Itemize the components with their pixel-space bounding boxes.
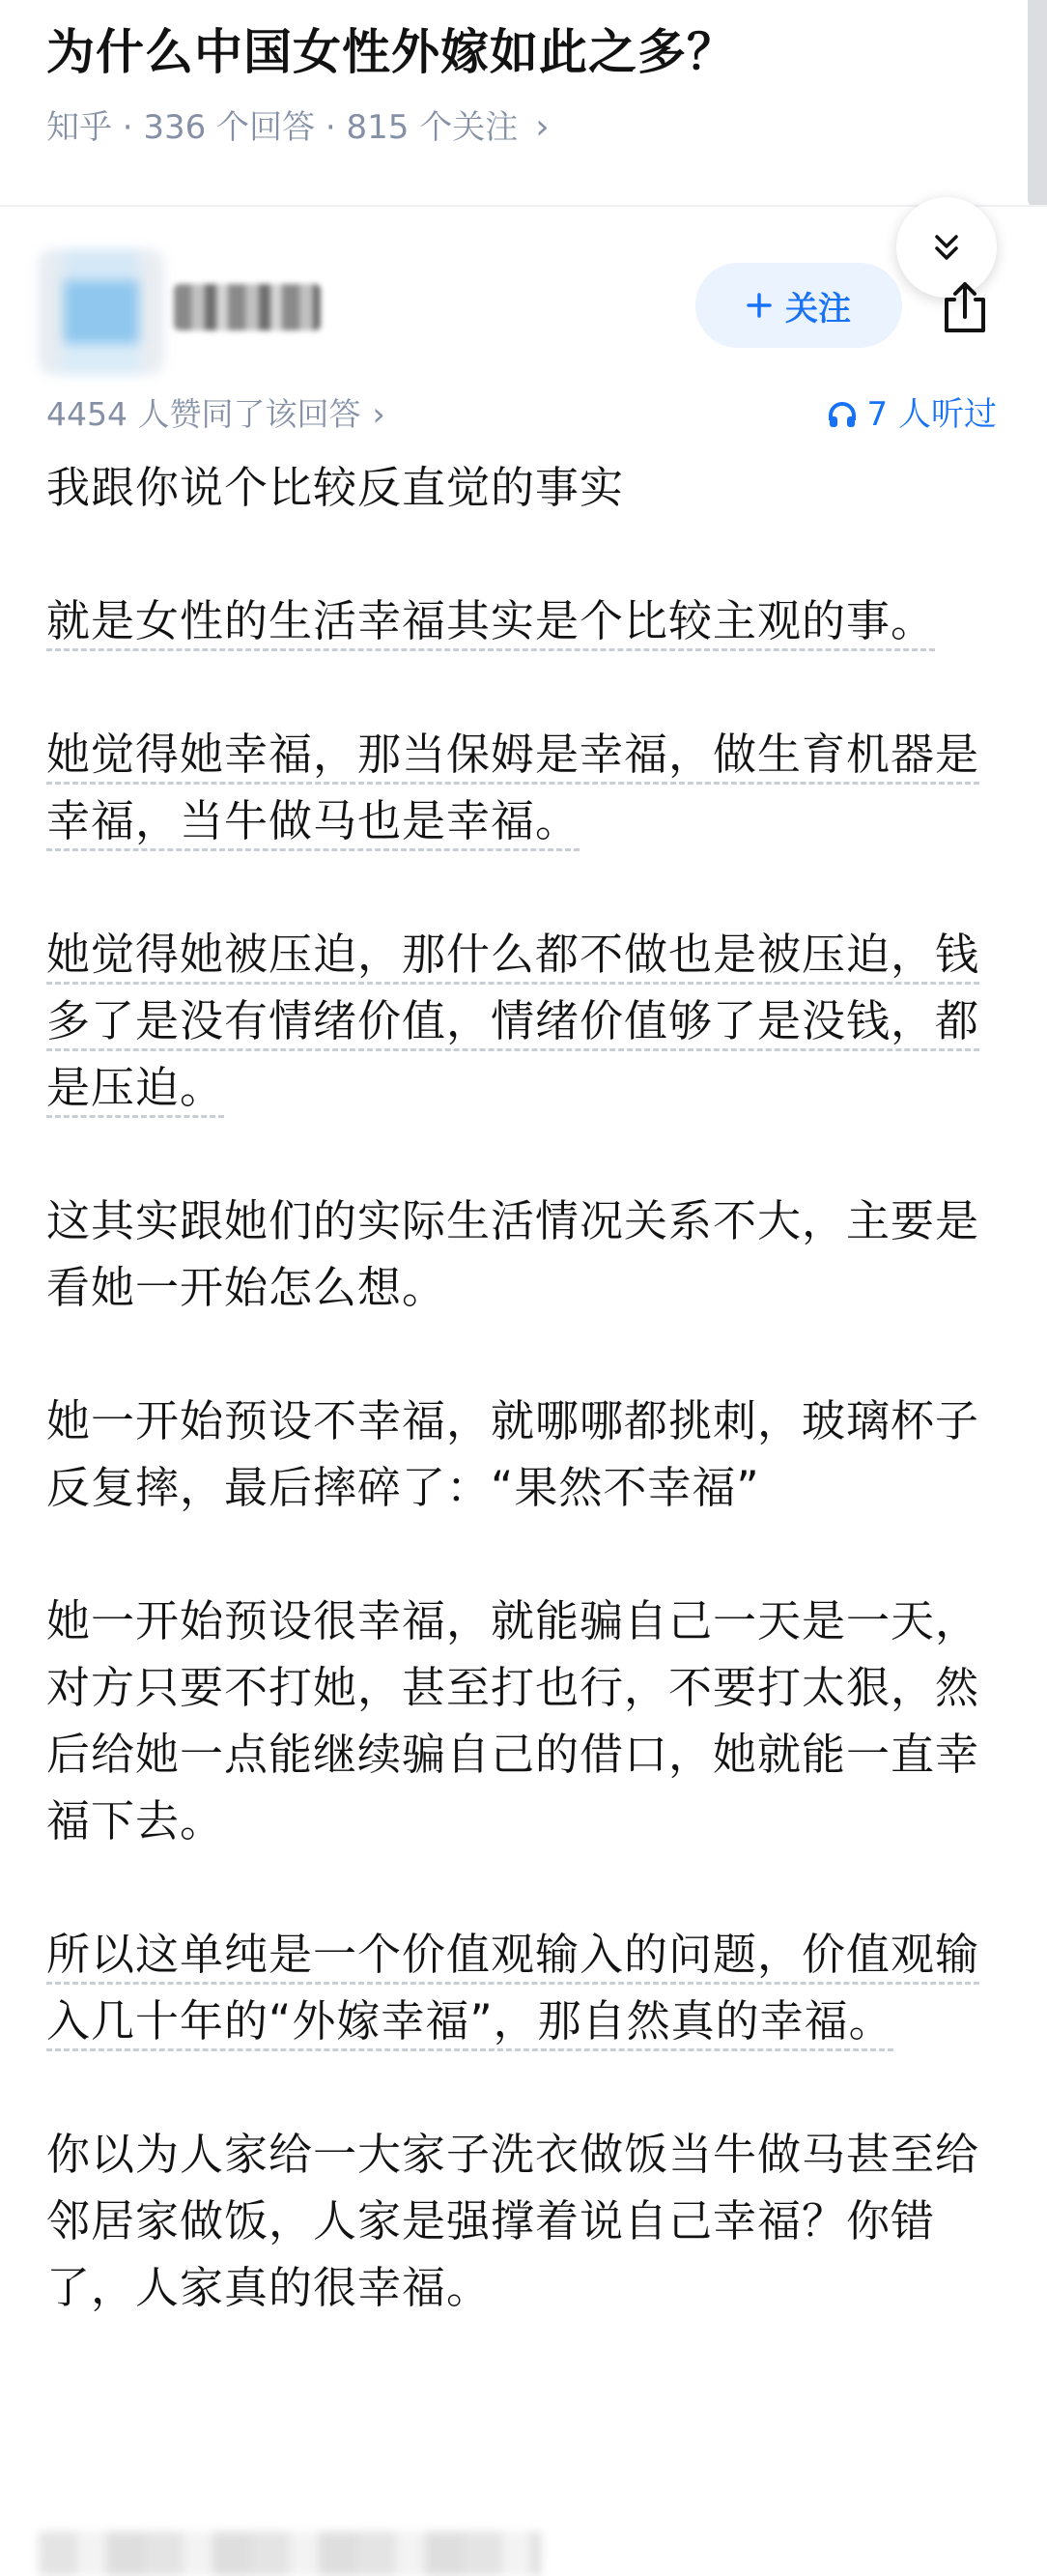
follow-label: 关注 [785, 289, 851, 329]
answer-paragraph: 就是女性的生活幸福其实是个比较主观的事。 [46, 587, 1003, 654]
question-header [0, 0, 1047, 205]
answer-content [46, 454, 1003, 2388]
listen-text: 7 人听过 [866, 395, 997, 434]
chevron-right-icon: › [535, 107, 550, 147]
scrollbar[interactable] [1028, 0, 1047, 207]
answer-paragraph: 你以为人家给一大家子洗衣做饭当牛做马甚至给邻居家做饭，人家是强撑着说自己幸福？你错了，人家真的很幸福。 [46, 2129, 980, 2313]
answer-paragraph: 所以这单纯是一个价值观输入的问题，价值观输入几十年的“外嫁幸福”，那自然真的幸福。 [46, 1921, 1003, 2054]
header-divider [0, 205, 1047, 207]
answer-paragraph: 她觉得她被压迫，那什么都不做也是被压迫，钱多了是没有情绪价值，情绪价值够了是没钱，都是压迫。 [46, 921, 1003, 1121]
follow-button[interactable] [695, 263, 902, 348]
avatar[interactable] [39, 249, 164, 375]
vote-text: 4454 人赞同了该回答 [46, 395, 361, 433]
answer-paragraph: 我跟你说个比较反直觉的事实 [46, 462, 625, 513]
chevron-right-icon: › [372, 395, 385, 433]
answer-paragraph: 她觉得她幸福，那当保姆是幸福，做生育机器是幸福，当牛做马也是幸福。 [46, 721, 1003, 854]
share-button[interactable] [935, 278, 995, 338]
vote-count[interactable] [46, 386, 385, 443]
listen-count[interactable] [827, 386, 997, 443]
question-meta-text: 知乎 · 336 个回答 · 815 个关注 [46, 108, 519, 147]
question-title[interactable]: 为什么中国女性外嫁如此之多？ [46, 24, 736, 80]
plus-icon [747, 293, 772, 318]
blurred-footer [39, 2532, 541, 2576]
question-meta[interactable] [46, 100, 550, 155]
share-icon [935, 278, 995, 338]
answer-paragraph: 这其实跟她们的实际生活情况关系不大，主要是看她一开始怎么想。 [46, 1195, 980, 1313]
double-chevron-down-icon [927, 228, 966, 267]
headphones-icon [827, 399, 858, 430]
answer-paragraph: 她一开始预设不幸福，就哪哪都挑刺，玻璃杯子反复摔，最后摔碎了：“果然不幸福” [46, 1395, 980, 1513]
author-name-blurred[interactable] [174, 284, 321, 330]
answer-paragraph: 她一开始预设很幸福，就能骗自己一天是一天，对方只要不打她，甚至打也行，不要打太狠，然后给她一点能继续骗自己的借口，她就能一直幸福下去。 [46, 1595, 980, 1846]
